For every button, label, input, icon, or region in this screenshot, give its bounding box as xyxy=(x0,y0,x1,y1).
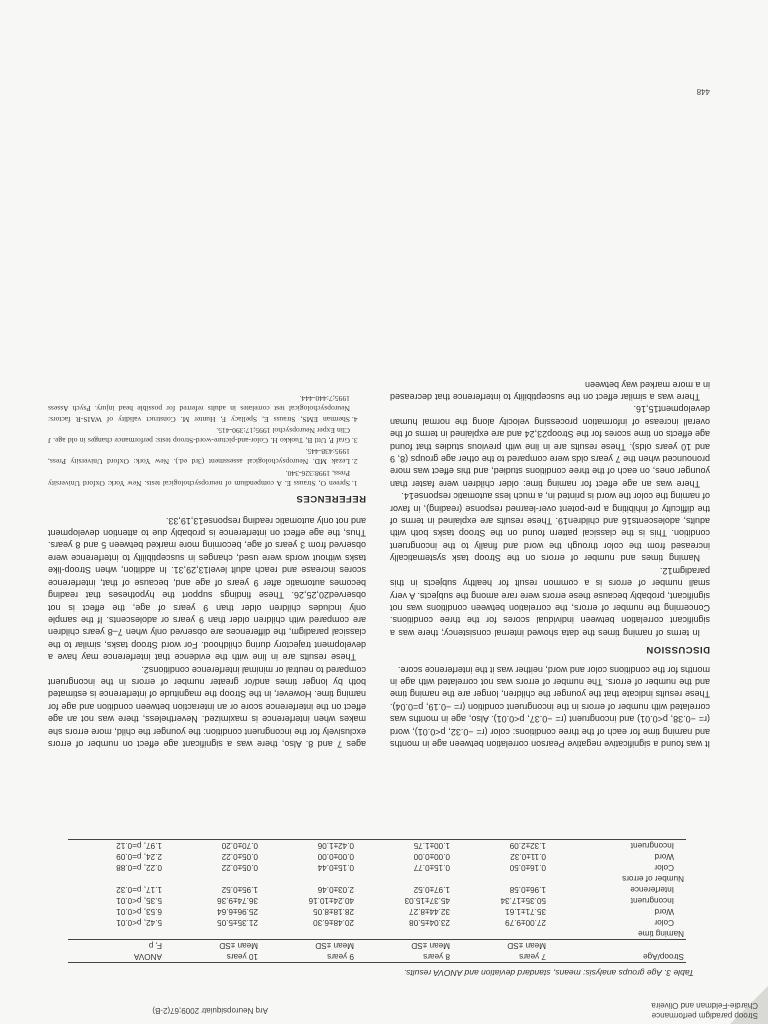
table-cell: 0.00±0.00 xyxy=(317,852,354,861)
section-label: Number of errors xyxy=(622,874,684,883)
table-row xyxy=(68,906,686,917)
table-cell: 23.04±5.08 xyxy=(409,918,450,927)
left-column xyxy=(390,378,710,750)
table-cell: 21.35±5.05 xyxy=(217,918,258,927)
column-subheader: F, p xyxy=(68,940,164,952)
table-cell: 0.00±0.00 xyxy=(413,852,450,861)
table-row xyxy=(68,862,686,873)
column-subheader: Mean ±SD xyxy=(260,940,356,952)
table-row xyxy=(68,895,686,906)
table-cell: 6.53, p<0.01 xyxy=(116,907,162,916)
table-cell: 1.96±0.58 xyxy=(509,885,546,894)
section-label: Naming time xyxy=(638,929,684,938)
table-row xyxy=(68,851,686,862)
row-label: Incongruent xyxy=(630,896,674,905)
table-cell: 0.11±0.32 xyxy=(510,852,546,861)
body-paragraph: It was found a significative negative Pearson correlation between age in months and naming time for each of the three conditions: color (r= −0.32, p<0.01), word (r= −0.38, p<0.01) and incongruent (r= −0.37, p<0.01). Also, age in months was correlated with number of errors in the incongruent condition (r= −0.19, p=0.04). These results indicate that the younger the children, longer are the naming time and the number of errors. The number of errors was not correlated with age in months for the conditions color and word, neither was it the interference score. xyxy=(390,664,710,749)
column-subheader: Mean ±SD xyxy=(164,940,260,952)
table-header-row xyxy=(68,951,686,963)
reference-item: 3. Graf P, Uttl B, Tuokko H. Color-and-picture-word-Stroop tests: performance changes in old age. J Clin Exper Neuropsychol 1995;17:390-415. xyxy=(48,425,350,445)
row-label: Color xyxy=(654,863,674,872)
body-paragraph: In terms of naming times the data showed internal consistency; there was a significant correlation between individual scores for the three conditions. Concerning the number of errors, the correlation between conditions was not significant, probably because these errors were rare among the subjects. A very small number of errors is a common result for healthy subjects in this paradigm12. xyxy=(390,565,710,638)
table-section-row xyxy=(68,928,686,940)
column-subheader: Mean ±SD xyxy=(356,940,452,952)
body-paragraph: Naming times and number of errors on the Stroop task systematically increased from the color through the word and finally to the incongruent condition. This is the classical pattern found on the Stroop tasks both with adults, adolescents16 and children19. These results are explained in terms of the difficulty of inhibiting a pre-potent over-learned response (reading), in favor of naming the color the word is printed in, a much less automatic response14. xyxy=(390,491,710,564)
body-paragraph: ages 7 and 8. Also, there was a significant age effect on number of errors exclusively for the incongruent condition: the younger the child, more errors she makes when interference is maximized. Nevertheless, there was not an age effect on the interference score or an interaction between condition and age for naming time. However, in the Stroop the magnitude of interference is estimated both by longer times and/or greater number of errors in the incongruent compared to neutral or minimal interference conditions2. xyxy=(48,664,366,749)
table-caption: Table 3. Age groups analysis: means, standard deviation and ANOVA results. xyxy=(403,968,694,978)
row-label: Interference xyxy=(630,885,674,894)
column-header: 8 years xyxy=(356,951,452,963)
table-cell: 32.44±8.27 xyxy=(409,907,450,916)
row-label: Incongruent xyxy=(548,840,686,852)
column-header: 10 years xyxy=(164,951,260,963)
running-header-left xyxy=(651,1000,758,1020)
reference-item: 1. Spreen O, Strauss E. A compendium of neuropsychological tests. New York: Oxford University Press, 1998:326-340. xyxy=(48,467,350,487)
running-header-right: Arq Neuropsiquiatr 2009;67(2-B) xyxy=(152,1006,268,1015)
table-cell: 20.48±6.30 xyxy=(313,918,354,927)
column-header: 7 years xyxy=(452,951,548,963)
body-paragraph: There was a similar effect on the susceptibility to interference that decreased in a more marked way between xyxy=(390,379,710,403)
reference-item: 4. Sherman EMS, Strauss E, Spellacy F, Hunter M. Construct validity of WAIS-R factors: Neuropsychological test correlates in adults referred for possible head injury. Psych Assess 1995;7:440-444. xyxy=(48,393,350,424)
table-cell: 1.32±2.09 xyxy=(452,840,548,852)
row-label: Word xyxy=(654,907,674,916)
table-cell: 0.05±0.22 xyxy=(221,852,258,861)
table-cell: 0.70±0.20 xyxy=(164,840,260,852)
table-cell: 0.22, p=0.88 xyxy=(116,863,162,872)
discussion-heading: DISCUSSION xyxy=(645,644,710,656)
table-cell: 27.00±9.79 xyxy=(505,918,546,927)
column-header: 9 years xyxy=(260,951,356,963)
header-line: Chardie-Feldman and Oliveira xyxy=(651,1001,758,1010)
table-cell: 1.95±0.52 xyxy=(221,885,258,894)
table-cell: 0.15±0.44 xyxy=(317,863,354,872)
table-cell: 2.24, p=0.09 xyxy=(116,852,162,861)
row-label: Word xyxy=(654,852,674,861)
table-cell: 5.35, p<0.01 xyxy=(116,896,162,905)
table-cell: 0.05±0.22 xyxy=(221,863,258,872)
table-cell: 1.97, p=0.12 xyxy=(68,840,164,852)
column-header: ANOVA xyxy=(68,951,164,963)
body-paragraph: These results are in line with the evidence that interference may have a development trajectory during childhood. For word Stroop tasks, similar to the classical paradigm, the differences are observed only when 7–8 years children are compared with children older than 9 years or adolescents. If the sample only includes children older than 9 years of age, the effect is not observed20,25,26. These findings support the hypotheses that reading becomes automatic after 9 years of age and, because of that, interference scores increase and reach adult level13,29,31. In addition, when Stroop-like tasks without words were used, changes in susceptibility to interference were observed from 3 years of age, becoming more marked between 5 and 8 years. Thus, the age effect on interference is probably due to attention development and not only automatic reading response13,19,33. xyxy=(48,515,366,663)
reference-item: 2. Lezak MD. Neuropsychological assessment (3rd ed.). New York: Oxford University Press, 1995:438-445. xyxy=(48,446,350,466)
table-cell: 25.96±6.64 xyxy=(217,907,258,916)
row-label: Color xyxy=(654,918,674,927)
table-cell: 5.42, p<0.01 xyxy=(116,918,162,927)
table-row xyxy=(68,840,686,852)
table-cell: 0.42±1.06 xyxy=(260,840,356,852)
references-heading: REFERENCES xyxy=(296,493,366,505)
table-cell: 1.97±0.52 xyxy=(413,885,450,894)
table-row xyxy=(68,884,686,895)
table-cell: 36.74±9.36 xyxy=(217,896,258,905)
column-subheader: Mean ±SD xyxy=(452,940,548,952)
references-list xyxy=(48,393,366,488)
table-cell: 28.18±8.05 xyxy=(313,907,354,916)
column-subheader xyxy=(548,940,686,952)
table-cell: 50.35±17.34 xyxy=(500,896,546,905)
table-row xyxy=(68,917,686,928)
table-cell: 1.00±1.75 xyxy=(356,840,452,852)
table-cell: 45.37±15.03 xyxy=(404,896,450,905)
table-cell: 2.03±0.46 xyxy=(317,885,354,894)
table-cell: 40.24±10.16 xyxy=(308,896,354,905)
table-cell: 0.16±0.50 xyxy=(509,863,546,872)
table-cell: 1.17, p=0.32 xyxy=(116,885,162,894)
results-table xyxy=(68,839,686,963)
table-cell: 35.71±1.61 xyxy=(505,907,546,916)
table-cell: 0.15±0.77 xyxy=(413,863,450,872)
page-number: 448 xyxy=(696,87,710,96)
table-section-row xyxy=(68,873,686,884)
column-header: Stroop/Age xyxy=(548,951,686,963)
body-paragraph: There was an age effect for naming time: older children were faster than younger ones, on each of the three conditions studied, and this effect was more pronounced when the 7 years olds were compared to the other age groups (8, 9 and 10 years olds). These results are in line with previous studies that found age effects on time scores for the Stroop23,24 and are explained in terms of the overall increase of information processing velocity along the normal human development15,16. xyxy=(390,404,710,489)
header-line: Stroop paradigm performance xyxy=(651,1011,758,1020)
right-column xyxy=(48,392,366,750)
table-subheader-row xyxy=(68,940,686,952)
